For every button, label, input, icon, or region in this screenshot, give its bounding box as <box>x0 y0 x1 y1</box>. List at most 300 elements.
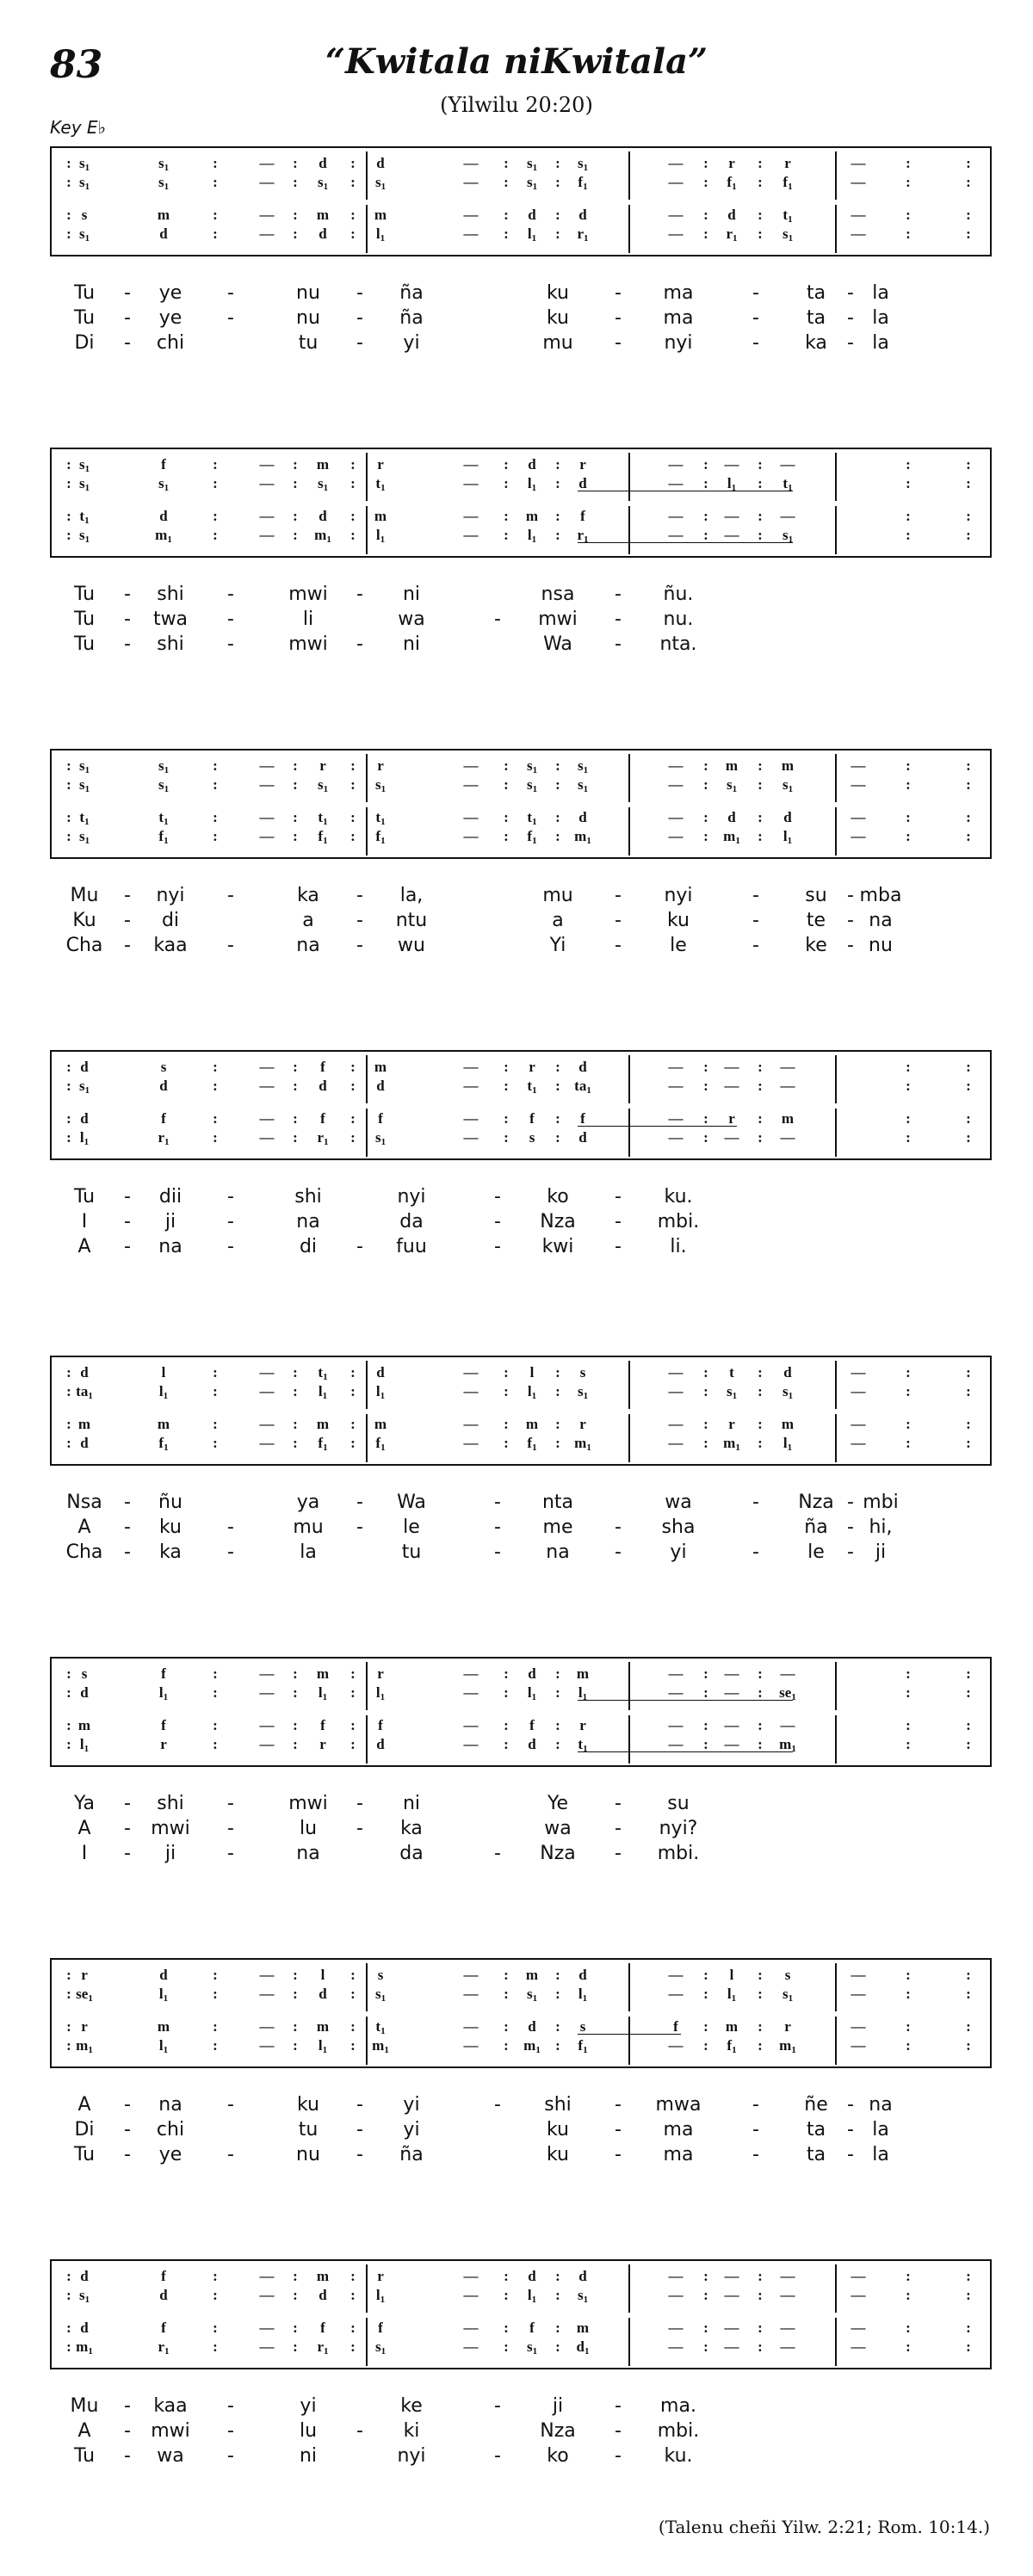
solfa-note: — <box>780 456 795 473</box>
solfa-note: $s_1$ <box>782 527 794 545</box>
solfa-note: — <box>259 155 275 171</box>
solfa-note: $l_1$ <box>158 1684 169 1702</box>
solfa-note: d <box>783 1364 792 1381</box>
lyric-syllable: mwi <box>151 1818 190 1839</box>
solfa-note: s <box>784 1967 791 1983</box>
beat-separator: : <box>504 757 509 774</box>
lyric-syllable: ye <box>158 2144 182 2165</box>
solfa-note: s <box>160 1059 167 1075</box>
lyric-syllable: Nza <box>540 1843 576 1864</box>
solfa-note: $m_1$ <box>574 828 591 846</box>
beat-separator: : <box>213 828 218 844</box>
solfa-staff <box>50 1657 992 1767</box>
bar-line <box>835 1715 837 1764</box>
solfa-note: $t_1$ <box>375 475 386 493</box>
syllable-hyphen: - <box>356 1793 363 1814</box>
beat-separator: : <box>703 1967 708 1983</box>
syllable-hyphen: - <box>847 307 854 329</box>
lyric-syllable: shi <box>157 584 184 605</box>
solfa-note: $f_1$ <box>782 174 793 192</box>
syllable-hyphen: - <box>356 633 363 655</box>
beat-separator: : <box>504 1129 509 1146</box>
lyric-syllable: ku <box>158 1517 182 1538</box>
beat-separator: : <box>703 1059 708 1075</box>
solfa-note: $s_1$ <box>726 776 738 794</box>
beat-separator: : <box>213 2338 218 2355</box>
solfa-note: $l_1$ <box>527 475 537 493</box>
solfa-note: f <box>320 2320 325 2336</box>
solfa-note: — <box>259 225 275 242</box>
solfa-note: — <box>259 527 275 543</box>
beat-separator: : <box>703 1110 708 1127</box>
solfa-note: $s_1$ <box>374 1986 387 2004</box>
syllable-hyphen: - <box>356 2094 363 2116</box>
lyric-syllable: da <box>399 1211 424 1232</box>
beat-separator: : <box>555 1986 560 2002</box>
solfa-note: — <box>851 1967 866 1983</box>
solfa-note: l <box>529 1364 535 1381</box>
beat-separator: : <box>504 174 509 190</box>
lyric-syllable: di <box>299 1236 318 1257</box>
beat-separator: : <box>555 1435 560 1451</box>
solfa-note: — <box>463 1129 479 1146</box>
solfa-note: d <box>319 1986 327 2002</box>
bar-line <box>835 1414 837 1462</box>
syllable-hyphen: - <box>847 1492 854 1513</box>
pickup-note: d <box>80 1684 89 1701</box>
lyric-syllable: mwi <box>288 633 328 655</box>
syllable-hyphen: - <box>124 2144 131 2165</box>
lyric-syllable: yi <box>300 2395 317 2417</box>
solfa-note: r <box>579 1416 586 1432</box>
solfa-note: — <box>463 1684 479 1701</box>
solfa-note: — <box>724 1736 739 1752</box>
solfa-note: — <box>259 475 275 491</box>
lyric-syllable: ma <box>663 2119 694 2140</box>
bar-line <box>835 1055 837 1103</box>
syllable-hyphen: - <box>752 910 759 931</box>
syllable-hyphen: - <box>124 584 131 605</box>
beat-separator: : <box>504 2338 509 2355</box>
solfa-note: — <box>851 809 866 825</box>
syllable-hyphen: - <box>356 1492 363 1513</box>
beat-separator: : <box>966 1110 971 1127</box>
solfa-note: — <box>463 527 479 543</box>
solfa-note: f <box>529 1110 535 1127</box>
syllable-hyphen: - <box>356 282 363 304</box>
beat-separator: : <box>555 527 560 543</box>
beat-separator: : <box>555 809 560 825</box>
pickup-note: s <box>81 207 88 223</box>
solfa-note: d <box>783 809 792 825</box>
beat-separator: : <box>703 207 708 223</box>
lyric-syllable: na <box>869 910 893 931</box>
solfa-note: $t_1$ <box>318 1364 328 1382</box>
syllable-hyphen: - <box>615 1541 622 1563</box>
solfa-note: — <box>780 1129 795 1146</box>
solfa-note: d <box>319 508 327 524</box>
syllable-hyphen: - <box>124 1843 131 1864</box>
lyric-syllable: ye <box>158 282 182 304</box>
solfa-note: $r_1$ <box>317 2338 329 2357</box>
beat-separator: : <box>966 475 971 491</box>
solfa-note: $f_1$ <box>375 1435 386 1453</box>
lyric-syllable: ma <box>663 2144 694 2165</box>
solfa-note: — <box>259 1416 275 1432</box>
beat-separator: : <box>293 809 298 825</box>
beat-separator: : <box>703 1383 708 1399</box>
solfa-note: — <box>668 508 684 524</box>
lyric-syllable: nu <box>869 935 893 956</box>
solfa-note: — <box>668 757 684 774</box>
beat-separator: : <box>293 1717 298 1733</box>
beat-separator: : <box>66 2268 71 2284</box>
solfa-note: — <box>851 155 866 171</box>
beat-separator: : <box>966 174 971 190</box>
solfa-note: — <box>259 1717 275 1733</box>
solfa-note: $s_1$ <box>782 225 794 244</box>
solfa-note: — <box>259 2268 275 2284</box>
solfa-note <box>841 1078 875 1095</box>
beat-separator: : <box>66 1736 71 1752</box>
beat-separator: : <box>504 1435 509 1451</box>
solfa-note: — <box>668 456 684 473</box>
beat-separator: : <box>66 1967 71 1983</box>
syllable-hyphen: - <box>124 1541 131 1563</box>
solfa-note: — <box>463 1110 479 1127</box>
solfa-note: — <box>851 2037 866 2054</box>
solfa-note: $l_1$ <box>318 1684 328 1702</box>
pickup-note: d <box>80 1059 89 1075</box>
syllable-hyphen: - <box>124 910 131 931</box>
solfa-note: — <box>463 1078 479 1094</box>
solfa-note: — <box>851 1435 866 1451</box>
beat-separator: : <box>66 207 71 223</box>
solfa-note: d <box>159 508 168 524</box>
solfa-note: d <box>319 2287 327 2303</box>
solfa-note: d <box>319 225 327 242</box>
solfa-note: $r_1$ <box>158 2338 170 2357</box>
solfa-note: — <box>851 2287 866 2303</box>
beat-separator: : <box>555 776 560 793</box>
solfa-note: d <box>578 2268 587 2284</box>
solfa-note: $l_1$ <box>318 1383 328 1401</box>
solfa-note: d <box>727 207 736 223</box>
solfa-note: — <box>259 1665 275 1682</box>
beat-separator: : <box>703 508 708 524</box>
beat-separator: : <box>758 1416 763 1432</box>
syllable-hyphen: - <box>615 1236 622 1257</box>
solfa-note: $m_1$ <box>314 527 331 545</box>
lyric-syllable: Wa <box>397 1492 426 1513</box>
beat-separator: : <box>906 1967 911 1983</box>
syllable-hyphen: - <box>615 2094 622 2116</box>
lyric-syllable: mwa <box>655 2094 702 2116</box>
solfa-note: m <box>316 207 330 223</box>
solfa-note: — <box>259 1986 275 2002</box>
pickup-note: $s_1$ <box>78 527 90 545</box>
solfa-note: — <box>851 1364 866 1381</box>
solfa-note: m <box>781 757 795 774</box>
syllable-hyphen: - <box>227 1186 234 1208</box>
beat-separator: : <box>350 1967 356 1983</box>
syllable-hyphen: - <box>847 282 854 304</box>
solfa-note: $l_1$ <box>375 2287 386 2305</box>
solfa-note: $f_1$ <box>318 828 328 846</box>
solfa-note: $t_1$ <box>375 809 386 827</box>
lyric-syllable: A <box>77 2094 91 2116</box>
beat-separator: : <box>213 475 218 491</box>
beat-separator: : <box>350 207 356 223</box>
solfa-note: $s_1$ <box>577 1383 589 1401</box>
beat-separator: : <box>504 456 509 473</box>
beat-separator: : <box>906 1684 911 1701</box>
solfa-note: m <box>374 207 387 223</box>
syllable-hyphen: - <box>227 1541 234 1563</box>
beat-separator: : <box>555 2018 560 2035</box>
solfa-note: f <box>161 2320 166 2336</box>
beat-separator: : <box>966 1986 971 2002</box>
beat-separator: : <box>293 1435 298 1451</box>
beat-separator: : <box>66 1684 71 1701</box>
syllable-hyphen: - <box>227 1236 234 1257</box>
solfa-note: $s_1$ <box>526 776 538 794</box>
solfa-note: t <box>729 1364 734 1381</box>
beat-separator: : <box>293 828 298 844</box>
lyric-syllable: wa <box>665 1492 692 1513</box>
syllable-hyphen: - <box>356 2144 363 2165</box>
syllable-hyphen: - <box>227 1211 234 1232</box>
beat-separator: : <box>703 828 708 844</box>
lyric-syllable: yi <box>403 332 420 354</box>
solfa-note: — <box>851 828 866 844</box>
syllable-hyphen: - <box>752 1541 759 1563</box>
solfa-note: $s_1$ <box>782 776 794 794</box>
beat-separator: : <box>703 1986 708 2002</box>
beat-separator: : <box>66 1364 71 1381</box>
beat-separator: : <box>504 508 509 524</box>
solfa-note: — <box>668 2287 684 2303</box>
syllable-hyphen: - <box>847 2119 854 2140</box>
beat-separator: : <box>213 1078 218 1094</box>
solfa-note <box>841 1665 875 1683</box>
solfa-note: $f_1$ <box>578 174 588 192</box>
lyric-syllable: dii <box>158 1186 182 1208</box>
solfa-note: — <box>668 1967 684 1983</box>
beat-separator: : <box>66 2287 71 2303</box>
beat-separator: : <box>906 757 911 774</box>
pickup-note: r <box>81 1967 88 1983</box>
syllable-hyphen: - <box>615 2420 622 2442</box>
beat-separator: : <box>213 1416 218 1432</box>
pickup-note: m <box>77 1717 91 1733</box>
beat-separator: : <box>350 809 356 825</box>
beat-separator: : <box>66 456 71 473</box>
beat-separator: : <box>293 1684 298 1701</box>
beat-separator: : <box>350 1736 356 1752</box>
beat-separator: : <box>758 1110 763 1127</box>
solfa-note: m <box>725 757 739 774</box>
lyric-syllable: nu <box>296 2144 320 2165</box>
pickup-note: d <box>80 1364 89 1381</box>
syllable-hyphen: - <box>847 885 854 906</box>
beat-separator: : <box>966 1665 971 1682</box>
bar-line <box>628 2017 630 2065</box>
pickup-note: d <box>80 1110 89 1127</box>
solfa-note: $r_1$ <box>317 1129 329 1147</box>
solfa-note: — <box>463 809 479 825</box>
beat-separator: : <box>703 2018 708 2035</box>
beat-separator: : <box>703 2338 708 2355</box>
key-signature: Key E♭ <box>50 117 106 138</box>
syllable-hyphen: - <box>615 584 622 605</box>
syllable-hyphen: - <box>494 1186 501 1208</box>
beat-separator: : <box>66 1059 71 1075</box>
beat-separator: : <box>213 1967 218 1983</box>
beat-separator: : <box>758 527 763 543</box>
solfa-note: — <box>259 174 275 190</box>
lyric-syllable: ko <box>547 1186 569 1208</box>
beat-separator: : <box>66 2320 71 2336</box>
beat-separator: : <box>555 2287 560 2303</box>
solfa-note: — <box>724 1665 739 1682</box>
syllable-hyphen: - <box>494 1492 501 1513</box>
lyric-syllable: tu <box>401 1541 422 1563</box>
lyric-syllable: sha <box>661 1517 696 1538</box>
lyric-syllable: Nza <box>798 1492 834 1513</box>
lyric-syllable: ña <box>399 307 424 329</box>
beat-separator: : <box>66 1435 71 1451</box>
syllable-hyphen: - <box>494 608 501 630</box>
beat-separator: : <box>293 508 298 524</box>
syllable-hyphen: - <box>615 1818 622 1839</box>
lyric-syllable: wa <box>544 1818 572 1839</box>
syllable-hyphen: - <box>227 282 234 304</box>
beat-separator: : <box>350 225 356 242</box>
beat-separator: : <box>703 1665 708 1682</box>
syllable-hyphen: - <box>356 332 363 354</box>
beat-separator: : <box>966 225 971 242</box>
solfa-note: m <box>525 1416 539 1432</box>
solfa-note: — <box>463 1364 479 1381</box>
bar-line <box>835 754 837 802</box>
solfa-note: $l_1$ <box>727 1986 737 2004</box>
beat-separator: : <box>703 1416 708 1432</box>
syllable-hyphen: - <box>752 2094 759 2116</box>
beat-separator: : <box>906 1364 911 1381</box>
beat-separator: : <box>66 828 71 844</box>
lyric-syllable: nsa <box>541 584 575 605</box>
lyric-syllable: A <box>77 1818 91 1839</box>
beat-separator: : <box>966 207 971 223</box>
lyric-syllable: nyi? <box>659 1818 698 1839</box>
solfa-note: d <box>528 2268 536 2284</box>
solfa-note: $l_1$ <box>782 1435 793 1453</box>
lyric-syllable: nta. <box>659 633 697 655</box>
lyric-syllable: ni <box>402 584 421 605</box>
lyric-syllable: ntu <box>395 910 428 931</box>
beat-separator: : <box>906 207 911 223</box>
beat-separator: : <box>703 225 708 242</box>
beat-separator: : <box>293 1110 298 1127</box>
lyric-syllable: nta <box>541 1492 574 1513</box>
syllable-hyphen: - <box>124 1186 131 1208</box>
lyric-syllable: ma <box>663 307 694 329</box>
beat-separator: : <box>555 828 560 844</box>
beat-separator: : <box>555 1110 560 1127</box>
beat-separator: : <box>758 1059 763 1075</box>
solfa-note: — <box>259 1736 275 1752</box>
beat-separator: : <box>703 1364 708 1381</box>
lyric-syllable: ke <box>400 2395 423 2417</box>
beat-separator: : <box>906 1717 911 1733</box>
beat-separator: : <box>906 2320 911 2336</box>
beat-separator: : <box>293 456 298 473</box>
solfa-note: — <box>668 1110 684 1127</box>
beat-separator: : <box>293 1986 298 2002</box>
lyric-syllable: Cha <box>65 935 103 956</box>
lyric-syllable: ta <box>806 282 826 304</box>
syllable-hyphen: - <box>752 2144 759 2165</box>
bar-line <box>835 2017 837 2065</box>
beat-separator: : <box>293 1967 298 1983</box>
beat-separator: : <box>66 155 71 171</box>
solfa-note: $t_1$ <box>318 809 328 827</box>
solfa-note: — <box>851 1416 866 1432</box>
syllable-hyphen: - <box>356 935 363 956</box>
solfa-staff <box>50 749 992 859</box>
solfa-note: f <box>529 1717 535 1733</box>
lyric-syllable: I <box>81 1843 88 1864</box>
solfa-note: — <box>259 1684 275 1701</box>
syllable-hyphen: - <box>494 2395 501 2417</box>
lyric-syllable: kaa <box>153 2395 188 2417</box>
beat-separator: : <box>906 1986 911 2002</box>
beat-separator: : <box>504 1684 509 1701</box>
lyric-syllable: mbi. <box>657 2420 700 2442</box>
beat-separator: : <box>504 1364 509 1381</box>
solfa-note: — <box>463 174 479 190</box>
syllable-hyphen: - <box>494 1843 501 1864</box>
solfa-note: — <box>724 456 739 473</box>
beat-separator: : <box>555 1364 560 1381</box>
solfa-note: r <box>377 2268 384 2284</box>
syllable-hyphen: - <box>227 2420 234 2442</box>
solfa-note: — <box>780 508 795 524</box>
syllable-hyphen: - <box>356 885 363 906</box>
solfa-note: — <box>851 225 866 242</box>
solfa-staff <box>50 448 992 558</box>
bar-line <box>628 506 630 554</box>
solfa-note: $s_1$ <box>317 174 329 192</box>
beat-separator: : <box>703 1078 708 1094</box>
lyric-syllable: A <box>77 2420 91 2442</box>
lyric-syllable: kaa <box>153 935 188 956</box>
beat-separator: : <box>66 757 71 774</box>
syllable-hyphen: - <box>615 608 622 630</box>
beat-separator: : <box>966 508 971 524</box>
solfa-note <box>841 456 875 473</box>
beat-separator: : <box>293 1364 298 1381</box>
lyric-syllable: ka <box>159 1541 182 1563</box>
solfa-note: m <box>316 1416 330 1432</box>
syllable-hyphen: - <box>227 935 234 956</box>
solfa-note <box>841 475 875 492</box>
beat-separator: : <box>555 475 560 491</box>
lyric-syllable: ta <box>806 307 826 329</box>
solfa-note: — <box>780 2320 795 2336</box>
solfa-note: $s_1$ <box>526 155 538 173</box>
